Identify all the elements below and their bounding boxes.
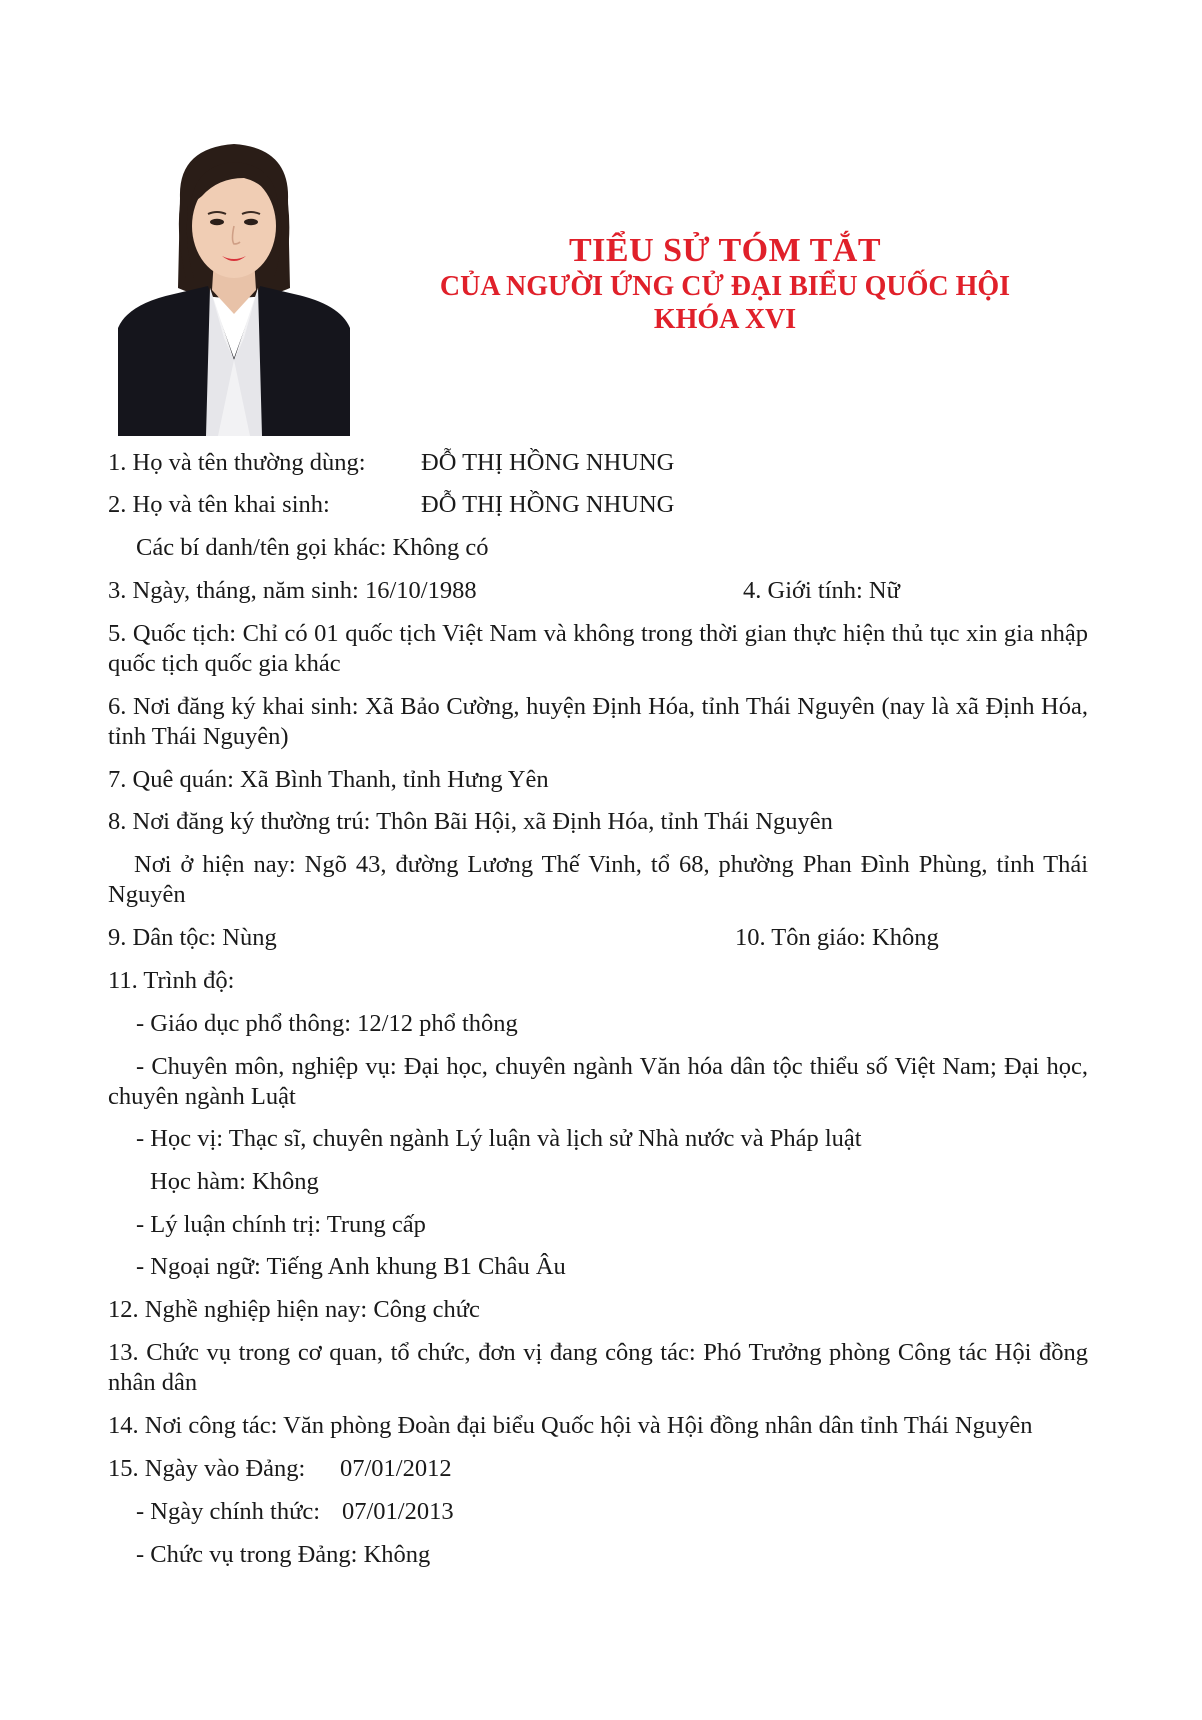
field-ethnicity-religion bbox=[108, 923, 1088, 953]
field-hometown: 7. Quê quán: Xã Bình Thanh, tỉnh Hưng Yên bbox=[108, 766, 549, 793]
field-label: 15. Ngày vào Đảng: bbox=[108, 1455, 306, 1482]
field-gender: 4. Giới tính: Nữ bbox=[743, 577, 900, 604]
field-nationality: 5. Quốc tịch: Chỉ có 01 quốc tịch Việt Nam và không trong thời gian thực hiện thủ tục xin gia nhập quốc tịch quốc gia khác bbox=[108, 620, 1088, 677]
document-title bbox=[400, 232, 1050, 336]
field-value: ĐỖ THỊ HỒNG NHUNG bbox=[421, 491, 675, 518]
field-party-official bbox=[108, 1497, 1116, 1527]
field-party-position: - Chức vụ trong Đảng: Không bbox=[136, 1541, 431, 1568]
field-label: 2. Họ và tên khai sinh: bbox=[108, 491, 330, 518]
field-foreign-language: - Ngoại ngữ: Tiếng Anh khung B1 Châu Âu bbox=[136, 1253, 566, 1280]
field-current-residence: Nơi ở hiện nay: Ngõ 43, đường Lương Thế Vinh, tổ 68, phường Phan Đình Phùng, tỉnh Thái Nguyên bbox=[108, 851, 1088, 908]
field-label: - Ngày chính thức: bbox=[136, 1498, 321, 1525]
field-label: 1. Họ và tên thường dùng: bbox=[108, 449, 366, 476]
field-political-theory: - Lý luận chính trị: Trung cấp bbox=[136, 1211, 426, 1238]
field-birth-date: 3. Ngày, tháng, năm sinh: 16/10/1988 bbox=[108, 577, 477, 604]
field-position: 13. Chức vụ trong cơ quan, tổ chức, đơn vị đang công tác: Phó Trưởng phòng Công tác Hội đồng nhân dân bbox=[108, 1339, 1088, 1396]
candidate-portrait bbox=[118, 138, 350, 436]
field-qualifications: 11. Trình độ: bbox=[108, 967, 235, 994]
field-value: 07/01/2012 bbox=[340, 1455, 452, 1482]
field-birth-registration: 6. Nơi đăng ký khai sinh: Xã Bảo Cường, huyện Định Hóa, tỉnh Thái Nguyên (nay là xã Định Hóa, tỉnh Thái Nguyên) bbox=[108, 693, 1088, 750]
field-birth-name bbox=[108, 490, 1088, 520]
field-common-name bbox=[108, 448, 1088, 478]
field-occupation: 12. Nghề nghiệp hiện nay: Công chức bbox=[108, 1296, 480, 1323]
field-alias: Các bí danh/tên gọi khác: Không có bbox=[136, 534, 489, 561]
field-religion: 10. Tôn giáo: Không bbox=[735, 924, 939, 951]
field-general-education: - Giáo dục phổ thông: 12/12 phổ thông bbox=[136, 1010, 518, 1037]
title-line-3: KHÓA XVI bbox=[653, 304, 797, 335]
field-permanent-residence: 8. Nơi đăng ký thường trú: Thôn Bãi Hội, xã Định Hóa, tỉnh Thái Nguyên bbox=[108, 808, 833, 835]
field-academic-degree: - Học vị: Thạc sĩ, chuyên ngành Lý luận và lịch sử Nhà nước và Pháp luật bbox=[136, 1125, 862, 1152]
field-birth-date-gender bbox=[108, 576, 1088, 606]
title-line-2: CỦA NGƯỜI ỨNG CỬ ĐẠI BIỂU QUỐC HỘI bbox=[439, 271, 1011, 302]
field-value: ĐỖ THỊ HỒNG NHUNG bbox=[421, 449, 675, 476]
title-line-1: TIỂU SỬ TÓM TẮT bbox=[568, 232, 881, 269]
field-professional-education: - Chuyên môn, nghiệp vụ: Đại học, chuyên ngành Văn hóa dân tộc thiểu số Việt Nam; Đại học, chuyên ngành Luật bbox=[108, 1053, 1088, 1110]
field-academic-title: Học hàm: Không bbox=[150, 1168, 319, 1195]
field-party-admission bbox=[108, 1454, 1088, 1484]
field-ethnicity: 9. Dân tộc: Nùng bbox=[108, 924, 277, 951]
field-workplace: 14. Nơi công tác: Văn phòng Đoàn đại biểu Quốc hội và Hội đồng nhân dân tỉnh Thái Nguyên bbox=[108, 1412, 1033, 1439]
field-value: 07/01/2013 bbox=[342, 1498, 454, 1525]
